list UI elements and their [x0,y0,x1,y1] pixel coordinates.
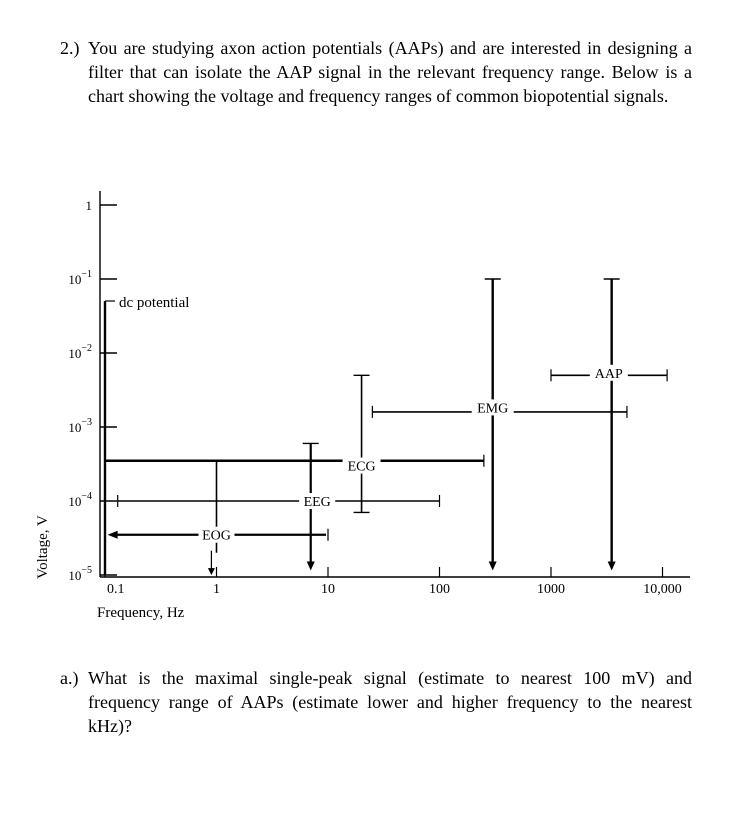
x-tick-label-2: 10 [321,582,335,597]
eeg-arrow [307,562,315,571]
y-tick-exponent-4: −4 [81,491,92,502]
y-tick-label-4: $10^{-4}$ [68,491,92,509]
y-tick-exponent-3: −3 [81,417,92,428]
ecg-label: ECG [347,459,376,475]
question-text: You are studying axon action potentials (AAPs) and are interested in designing a filter that can isolate the AAP signal in the relevant frequency range. Below is a chart showing the voltage and frequency ranges of common biopotential signals. [88,38,692,106]
eog-arrow-left [108,531,118,539]
eog-down-arrow [208,568,215,575]
y-tick-exponent-1: −1 [81,269,92,280]
x-tick-label-5: 10,000 [643,582,682,597]
emg-arrow [489,562,497,571]
aap-arrow [608,562,616,571]
x-tick-label-0: 0.1 [107,582,125,597]
y-tick-exponent-5: −5 [81,565,92,576]
y-tick-label-3: $10^{-3}$ [68,417,92,435]
y-axis-title: Voltage, V [35,515,51,579]
x-axis-ticks [105,567,682,597]
x-tick-label-3: 100 [429,582,450,597]
x-tick-label-1: 1 [213,582,220,597]
y-tick-exponent-2: −2 [81,343,92,354]
y-tick-label-2: $10^{-2}$ [68,343,92,361]
y-tick-label-0: 1 [85,198,92,213]
x-axis-title: Frequency, Hz [97,605,185,621]
aap-label: AAP [594,366,623,382]
y-axis-ticks [68,198,117,583]
chart-labels [35,295,628,621]
eeg-label: EEG [303,495,331,510]
x-tick-label-4: 1000 [537,582,565,597]
sub-question-text: What is the maximal single-peak signal (estimate to nearest 100 mV) and frequency range of AAPs (estimate lower and higher frequency to the nearest kHz)? [88,668,692,736]
chart-axes [100,191,690,577]
signal-ranges [105,279,667,575]
dc-potential-label: dc potential [119,295,190,311]
y-tick-label-5: $10^{-5}$ [68,565,92,583]
question-number: 2.) [60,38,80,58]
y-tick-label-1: $10^{-1}$ [68,269,92,287]
emg-label: EMG [477,401,509,417]
eog-label: EOG [202,528,231,544]
sub-question-label: a.) [60,668,79,688]
